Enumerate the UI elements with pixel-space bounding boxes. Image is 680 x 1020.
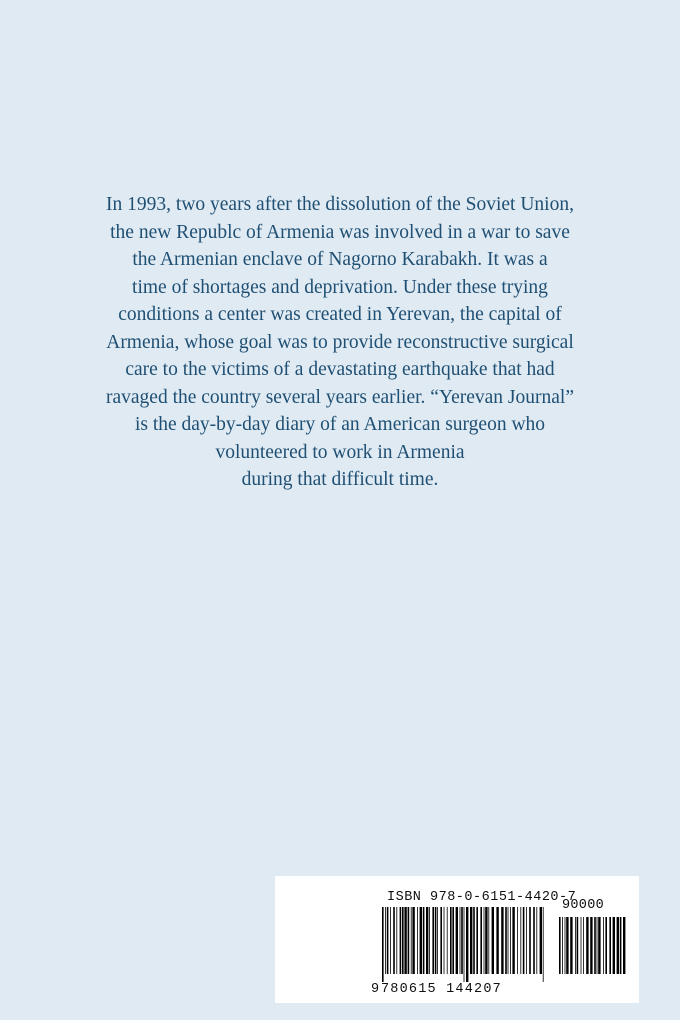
barcode-bar [520,907,521,974]
barcode-bar [452,907,454,974]
barcode-bar [583,917,584,974]
barcode-bar [590,917,592,974]
barcode-bar [623,917,625,974]
blurb-line: volunteered to work in Armenia [215,441,465,463]
blurb-line: time of shortages and deprivation. Under these trying [132,276,548,298]
barcode-bar [523,907,525,974]
blurb-line: care to the victims of a devastating earthquake that had [125,359,555,380]
barcode-bar [420,907,422,974]
barcode-bar [492,907,494,974]
isbn-label: ISBN 978-0-6151-4420-7 [387,890,577,905]
barcode-bar [440,907,442,974]
barcode-bar [456,907,458,974]
barcode-bar [512,907,514,974]
barcode-bar [536,907,537,974]
barcode-bar [411,907,412,974]
barcode-bar [426,907,428,974]
blurb-text [40,191,640,494]
barcode-bar [382,907,384,982]
barcode-bar [581,917,582,974]
barcode-bar [417,907,418,974]
barcode-bar [533,907,535,974]
barcode-bar [400,907,402,974]
barcode-bar [620,917,622,974]
blurb-line: In 1993, two years after the dissolution of the Soviet Union, [106,194,574,215]
barcode-bar [396,907,397,974]
barcode-bar [460,907,461,974]
barcode-bar [505,907,507,974]
barcode-bar [464,907,465,982]
barcode-bar [387,907,389,974]
barcode-bar [461,907,463,974]
barcode-bar [385,907,386,974]
barcode-bar [444,907,445,974]
barcode-digit-groups: 780615 144207 [381,982,502,997]
barcode-bar [510,907,511,974]
barcode-bar [488,907,489,974]
barcode-bar [393,907,395,974]
barcode-bar [597,917,598,974]
blurb-line: during that difficult time. [241,469,439,490]
barcode-bar [559,917,561,974]
barcode-bar [613,917,615,974]
barcode-bar [609,917,611,974]
barcode-addon-bars [558,917,628,982]
barcode-bar [565,917,566,974]
barcode-bar [484,907,485,974]
barcode-bar [598,917,600,974]
barcode-bar [605,917,607,974]
blurb-line: is the day-by-day diary of an American surgeon who [134,414,546,435]
barcode-bar [617,917,619,974]
barcode-bar [501,907,503,974]
barcode-bar [437,907,438,974]
barcode-bar [476,907,478,974]
barcode-bar [575,917,576,974]
blurb-line: the new Republc of Armenia was involved in a war to save [110,221,570,243]
barcode-bar [447,907,448,974]
barcode-bar [540,907,542,974]
barcode-bar [429,907,430,974]
barcode-bar [508,907,509,974]
barcode-bar [404,907,406,974]
barcode-bar [496,907,498,974]
barcode-bar [408,907,410,974]
barcode-bar [562,917,563,974]
blurb-line: Armenia, whose goal was to provide reconstructive surgical [106,331,574,353]
barcode-bar [586,917,588,974]
barcode-bar [526,907,527,974]
addon-code: 90000 [562,898,605,913]
barcode-bar [566,917,568,974]
barcode-main-bars [381,907,547,982]
barcode-bar [603,917,604,974]
barcode-bar [470,907,472,974]
barcode-bar [435,907,437,974]
barcode-bar [450,907,452,974]
barcode-bar [390,907,391,974]
barcode-bar [423,907,425,974]
blurb-line: conditions a center was created in Yerevan, the capital of [118,304,562,325]
barcode-bar [485,907,487,974]
barcode-bar [577,917,579,974]
barcode-bar [432,907,434,974]
barcode-bar [594,917,596,974]
barcode-digits [371,982,547,997]
barcode-bar [570,917,572,974]
barcode-bar [480,907,482,974]
barcode-bar [473,907,475,974]
barcode-bar [517,907,518,974]
barcode-bar [543,907,544,982]
blurb-line: ravaged the country several years earlier. “Yerevan Journal” [106,386,574,408]
barcode-bar [529,907,531,974]
barcode-bar [402,907,404,974]
barcode-bar [466,907,468,982]
barcode-lead-digit: 9 [371,982,381,997]
blurb-line: the Armenian enclave of Nagorno Karabakh. It was a [132,249,548,270]
barcode-panel [275,876,639,1003]
barcode-bar [412,907,414,974]
